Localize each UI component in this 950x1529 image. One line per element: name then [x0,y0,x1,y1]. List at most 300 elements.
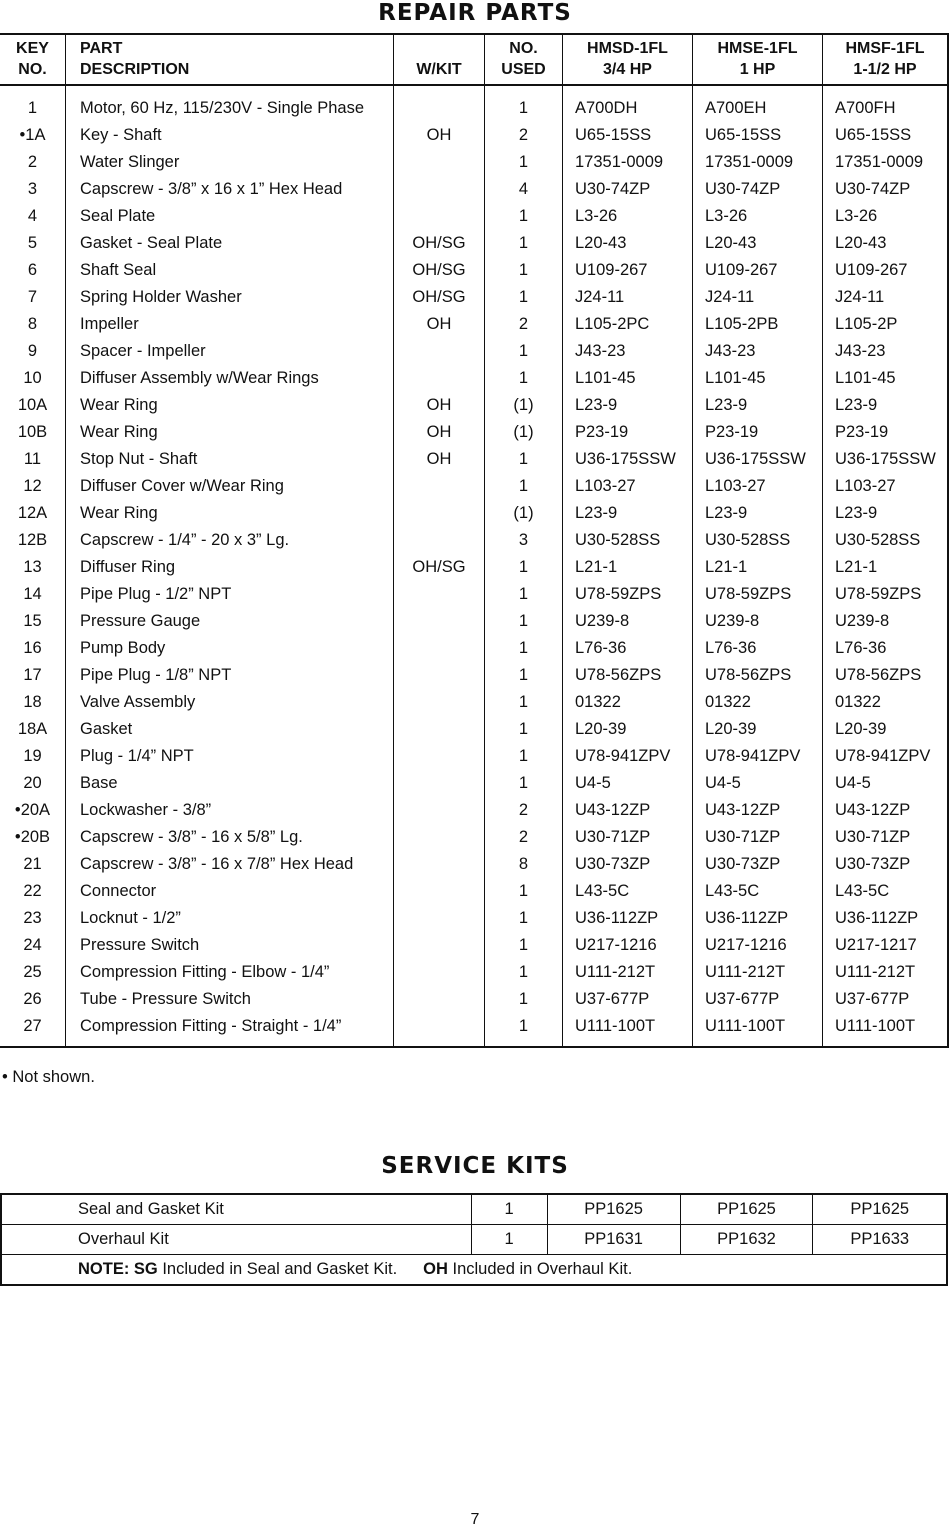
table-row [0,581,948,608]
part-number-hmsd: U111-100T [563,1013,693,1047]
table-row [0,878,948,905]
part-w-kit [394,500,485,527]
part-number-hmsf: P23-19 [835,423,889,441]
part-description: Pump Body [66,635,394,662]
part-no-used: (1) [485,392,563,419]
part-number-hmsf: U111-100T [835,1017,916,1035]
table-row [0,905,948,932]
part-number-hmsf: U78-941ZPV [835,747,931,765]
kit-row [1,1194,947,1225]
part-description: Capscrew - 1/4” - 20 x 3” Lg. [66,527,394,554]
kit-number-hmsf: PP1633 [813,1225,947,1255]
part-key-no: 16 [0,635,66,662]
part-description: Capscrew - 3/8” - 16 x 7/8” Hex Head [66,851,394,878]
table-row [0,662,948,689]
table-row [0,85,948,122]
part-number-hmsd: U78-59ZPS [563,581,693,608]
part-no-used: 1 [485,203,563,230]
kit-number-hmsf: PP1625 [813,1194,947,1225]
part-number-hmse: L105-2PB [693,311,823,338]
part-key-no: 15 [0,608,66,635]
part-key-no: 22 [0,878,66,905]
part-number-hmsd: L43-5C [563,878,693,905]
part-no-used: 1 [485,554,563,581]
part-description: Lockwasher - 3/8” [66,797,394,824]
part-number-hmsd: U109-267 [563,257,693,284]
part-description: Stop Nut - Shaft [66,446,394,473]
part-number-hmsd: U78-941ZPV [563,743,693,770]
part-number-hmsd: P23-19 [563,419,693,446]
part-key-no: 10 [0,365,66,392]
table-row [0,851,948,878]
part-no-used: 8 [485,851,563,878]
part-w-kit [394,608,485,635]
part-w-kit [394,878,485,905]
part-key-no: 1 [0,85,66,122]
part-no-used: 1 [485,446,563,473]
part-description: Pipe Plug - 1/2” NPT [66,581,394,608]
part-number-hmsf: 01322 [835,693,881,711]
part-key-no: 6 [0,257,66,284]
part-number-hmsd: U4-5 [563,770,693,797]
part-number-hmsf: U4-5 [835,774,871,792]
part-number-hmse: U36-112ZP [693,905,823,932]
part-number-hmse: L23-9 [693,500,823,527]
part-number-hmsf: U78-56ZPS [835,666,922,684]
part-key-no: •1A [0,122,66,149]
part-description: Wear Ring [66,392,394,419]
table-row [0,284,948,311]
part-number-hmse: L21-1 [693,554,823,581]
part-number-hmsd: U111-212T [563,959,693,986]
part-number-hmse: J24-11 [693,284,823,311]
part-description: Pipe Plug - 1/8” NPT [66,662,394,689]
part-no-used: 1 [485,149,563,176]
kits-note: NOTE: SG Included in Seal and Gasket Kit. OH Included in Overhaul Kit. [1,1255,947,1286]
table-row [0,419,948,446]
part-number-hmsd: U43-12ZP [563,797,693,824]
part-w-kit [394,959,485,986]
part-number-hmsd: L20-43 [563,230,693,257]
table-row [0,392,948,419]
part-number-hmsd: U217-1216 [563,932,693,959]
part-number-hmsd: U37-677P [563,986,693,1013]
part-description: Tube - Pressure Switch [66,986,394,1013]
table-row [0,1013,948,1047]
part-w-kit [394,770,485,797]
part-no-used: 1 [485,284,563,311]
part-number-hmse: U30-71ZP [693,824,823,851]
part-w-kit [394,203,485,230]
part-number-hmse: L3-26 [693,203,823,230]
part-number-hmse: U78-56ZPS [693,662,823,689]
part-no-used: 1 [485,878,563,905]
table-row [0,473,948,500]
kits-note-row [1,1255,947,1286]
part-w-kit: OH [394,446,485,473]
part-no-used: (1) [485,419,563,446]
part-number-hmse: U30-528SS [693,527,823,554]
part-key-no: 25 [0,959,66,986]
part-number-hmsd: L23-9 [563,392,693,419]
part-number-hmse: A700EH [693,85,823,122]
part-key-no: 23 [0,905,66,932]
part-number-hmse: U4-5 [693,770,823,797]
part-key-no: 24 [0,932,66,959]
part-number-hmse: L23-9 [693,392,823,419]
kit-number-hmse: PP1625 [680,1194,813,1225]
part-w-kit [394,527,485,554]
part-number-hmsd: L101-45 [563,365,693,392]
part-w-kit [394,851,485,878]
kit-number-hmsd: PP1625 [547,1194,680,1225]
part-no-used: 1 [485,257,563,284]
part-w-kit [394,1013,485,1047]
header-part-description: PART DESCRIPTION [66,34,394,85]
part-key-no: 11 [0,446,66,473]
part-no-used: 1 [485,716,563,743]
part-number-hmsf: L103-27 [835,477,896,495]
part-number-hmsd: J24-11 [563,284,693,311]
part-description: Connector [66,878,394,905]
part-w-kit [394,149,485,176]
part-number-hmsf: U36-175SSW [835,450,936,468]
part-no-used: 4 [485,176,563,203]
part-number-hmsf: U30-528SS [835,531,921,549]
part-number-hmse: L20-39 [693,716,823,743]
part-w-kit: OH/SG [394,554,485,581]
part-number-hmse: U30-73ZP [693,851,823,878]
part-key-no: 14 [0,581,66,608]
part-number-hmsf: U239-8 [835,612,890,630]
part-number-hmsf: 17351-0009 [835,153,924,171]
part-w-kit [394,473,485,500]
part-number-hmsd: L103-27 [563,473,693,500]
part-description: Water Slinger [66,149,394,176]
part-number-hmsf: U78-59ZPS [835,585,922,603]
part-number-hmse: U78-941ZPV [693,743,823,770]
part-key-no: •20A [0,797,66,824]
part-number-hmse: U37-677P [693,986,823,1013]
part-number-hmsf: U65-15SS [835,126,912,144]
part-number-hmsd: J43-23 [563,338,693,365]
part-no-used: 1 [485,85,563,122]
part-number-hmsd: L21-1 [563,554,693,581]
part-number-hmsd: U36-112ZP [563,905,693,932]
part-number-hmsf: L3-26 [835,207,878,225]
part-number-hmse: U43-12ZP [693,797,823,824]
part-key-no: 5 [0,230,66,257]
part-description: Base [66,770,394,797]
part-description: Compression Fitting - Elbow - 1/4” [66,959,394,986]
table-row [0,500,948,527]
part-key-no: 18 [0,689,66,716]
part-key-no: 3 [0,176,66,203]
table-row [0,770,948,797]
footnote-not-shown: • Not shown. [2,1068,95,1086]
page-number: 7 [470,1511,480,1528]
table-row [0,527,948,554]
table-row [0,635,948,662]
part-key-no: 18A [0,716,66,743]
part-w-kit [394,986,485,1013]
part-no-used: 1 [485,743,563,770]
kit-description: Overhaul Kit [1,1225,471,1255]
table-row [0,230,948,257]
part-number-hmsd: 17351-0009 [563,149,693,176]
part-no-used: 1 [485,608,563,635]
part-description: Impeller [66,311,394,338]
part-no-used: 1 [485,932,563,959]
part-number-hmsf: U217-1217 [835,936,917,954]
part-key-no: 20 [0,770,66,797]
kit-number-hmsd: PP1631 [547,1225,680,1255]
part-number-hmsd: L105-2PC [563,311,693,338]
part-number-hmse: 17351-0009 [693,149,823,176]
part-description: Spacer - Impeller [66,338,394,365]
part-no-used: 2 [485,797,563,824]
table-row [0,824,948,851]
part-key-no: 7 [0,284,66,311]
part-number-hmse: U78-59ZPS [693,581,823,608]
table-row [0,608,948,635]
part-number-hmsf: U37-677P [835,990,910,1008]
part-number-hmsf: L76-36 [835,639,887,657]
part-number-hmse: L76-36 [693,635,823,662]
part-key-no: 10B [0,419,66,446]
part-w-kit [394,635,485,662]
table-row [0,257,948,284]
part-description: Plug - 1/4” NPT [66,743,394,770]
part-number-hmse: U239-8 [693,608,823,635]
part-number-hmsd: U30-74ZP [563,176,693,203]
part-key-no: 12 [0,473,66,500]
part-description: Diffuser Assembly w/Wear Rings [66,365,394,392]
part-number-hmsd: L76-36 [563,635,693,662]
table-row [0,743,948,770]
part-number-hmsf: L43-5C [835,882,890,900]
part-number-hmse: U36-175SSW [693,446,823,473]
part-number-hmse: U111-212T [693,959,823,986]
part-number-hmsf: J24-11 [835,288,885,306]
table-row [0,446,948,473]
part-number-hmse: U65-15SS [693,122,823,149]
table-row [0,959,948,986]
part-key-no: 26 [0,986,66,1013]
part-number-hmse: U217-1216 [693,932,823,959]
table-row [0,311,948,338]
header-no-used: NO. USED [485,34,563,85]
part-no-used: 2 [485,122,563,149]
part-number-hmsf: U30-73ZP [835,855,911,873]
part-key-no: 19 [0,743,66,770]
part-w-kit: OH [394,419,485,446]
part-key-no: 4 [0,203,66,230]
part-w-kit: OH [394,311,485,338]
part-w-kit [394,932,485,959]
kit-quantity: 1 [471,1225,547,1255]
part-number-hmsf: L21-1 [835,558,878,576]
part-key-no: •20B [0,824,66,851]
table-header-row [0,34,948,85]
header-hmse-1fl: HMSE-1FL 1 HP [693,34,823,85]
table-row [0,176,948,203]
kit-quantity: 1 [471,1194,547,1225]
part-key-no: 2 [0,149,66,176]
part-w-kit: OH [394,122,485,149]
part-no-used: 1 [485,635,563,662]
part-number-hmsd: 01322 [563,689,693,716]
part-description: Diffuser Cover w/Wear Ring [66,473,394,500]
part-description: Capscrew - 3/8” - 16 x 5/8” Lg. [66,824,394,851]
service-kits-title: SERVICE KITS [381,1153,569,1179]
part-w-kit [394,905,485,932]
part-description: Motor, 60 Hz, 115/230V - Single Phase [66,85,394,122]
table-row [0,797,948,824]
part-description: Locknut - 1/2” [66,905,394,932]
part-key-no: 10A [0,392,66,419]
part-no-used: 1 [485,365,563,392]
part-key-no: 12B [0,527,66,554]
part-w-kit [394,743,485,770]
table-row [0,365,948,392]
part-w-kit: OH/SG [394,257,485,284]
part-number-hmsd: U239-8 [563,608,693,635]
part-number-hmsf: U43-12ZP [835,801,911,819]
part-number-hmse: 01322 [693,689,823,716]
part-w-kit: OH/SG [394,230,485,257]
part-number-hmsf: L20-39 [835,720,887,738]
part-number-hmsf: U109-267 [835,261,908,279]
part-number-hmse: U111-100T [693,1013,823,1047]
table-row [0,338,948,365]
part-number-hmse: L43-5C [693,878,823,905]
part-description: Key - Shaft [66,122,394,149]
part-number-hmse: P23-19 [693,419,823,446]
part-number-hmsf: U36-112ZP [835,909,919,927]
part-number-hmsf: L20-43 [835,234,887,252]
part-no-used: 2 [485,311,563,338]
table-row [0,986,948,1013]
part-w-kit [394,689,485,716]
part-key-no: 13 [0,554,66,581]
part-description: Diffuser Ring [66,554,394,581]
part-w-kit [394,716,485,743]
part-number-hmse: L103-27 [693,473,823,500]
part-no-used: 1 [485,905,563,932]
part-number-hmsd: L20-39 [563,716,693,743]
part-no-used: 1 [485,770,563,797]
part-key-no: 27 [0,1013,66,1047]
part-number-hmse: U109-267 [693,257,823,284]
repair-parts-title: REPAIR PARTS [378,0,572,26]
part-key-no: 17 [0,662,66,689]
part-number-hmse: U30-74ZP [693,176,823,203]
part-no-used: 1 [485,959,563,986]
part-number-hmse: J43-23 [693,338,823,365]
part-number-hmsd: L3-26 [563,203,693,230]
part-no-used: 1 [485,689,563,716]
header-hmsd-1fl: HMSD-1FL 3/4 HP [563,34,693,85]
part-description: Spring Holder Washer [66,284,394,311]
part-no-used: 1 [485,662,563,689]
table-row [0,716,948,743]
part-no-used: 2 [485,824,563,851]
table-row [0,932,948,959]
part-w-kit [394,338,485,365]
kit-row [1,1225,947,1255]
part-number-hmse: L101-45 [693,365,823,392]
part-number-hmse: L20-43 [693,230,823,257]
part-number-hmsf: L101-45 [835,369,896,387]
part-no-used: 1 [485,473,563,500]
part-w-kit [394,176,485,203]
header-hmsf-1fl: HMSF-1FL 1-1/2 HP [823,34,949,85]
part-description: Shaft Seal [66,257,394,284]
part-w-kit [394,365,485,392]
part-w-kit [394,797,485,824]
header-w-kit: W/KIT [394,34,485,85]
part-description: Gasket [66,716,394,743]
table-row [0,689,948,716]
part-number-hmsd: U36-175SSW [563,446,693,473]
header-key-no: KEY NO. [0,34,66,85]
table-row [0,203,948,230]
part-number-hmsd: U78-56ZPS [563,662,693,689]
parts-table-body [0,85,948,1047]
part-number-hmsf: U30-74ZP [835,180,911,198]
part-number-hmsd: U30-73ZP [563,851,693,878]
part-number-hmsf: A700FH [835,99,896,117]
part-no-used: 3 [485,527,563,554]
part-key-no: 9 [0,338,66,365]
part-no-used: 1 [485,338,563,365]
part-description: Wear Ring [66,419,394,446]
table-row [0,149,948,176]
part-number-hmsf: L105-2P [835,315,898,333]
part-key-no: 8 [0,311,66,338]
part-w-kit [394,85,485,122]
part-w-kit [394,662,485,689]
part-key-no: 12A [0,500,66,527]
part-no-used: 1 [485,986,563,1013]
part-description: Pressure Gauge [66,608,394,635]
part-number-hmsf: U30-71ZP [835,828,911,846]
part-w-kit: OH/SG [394,284,485,311]
kit-number-hmse: PP1632 [680,1225,813,1255]
repair-parts-table [0,33,949,1048]
part-number-hmsd: L23-9 [563,500,693,527]
kit-description: Seal and Gasket Kit [1,1194,471,1225]
part-description: Seal Plate [66,203,394,230]
table-row [0,122,948,149]
service-kits-table [0,1193,948,1286]
part-no-used: 1 [485,230,563,257]
part-no-used: 1 [485,581,563,608]
part-key-no: 21 [0,851,66,878]
part-w-kit [394,581,485,608]
part-w-kit [394,824,485,851]
part-description: Gasket - Seal Plate [66,230,394,257]
part-description: Valve Assembly [66,689,394,716]
part-description: Capscrew - 3/8” x 16 x 1” Hex Head [66,176,394,203]
part-number-hmsf: U111-212T [835,963,916,981]
part-number-hmsd: U65-15SS [563,122,693,149]
part-number-hmsf: L23-9 [835,396,878,414]
part-number-hmsd: A700DH [563,85,693,122]
part-description: Wear Ring [66,500,394,527]
part-number-hmsd: U30-528SS [563,527,693,554]
